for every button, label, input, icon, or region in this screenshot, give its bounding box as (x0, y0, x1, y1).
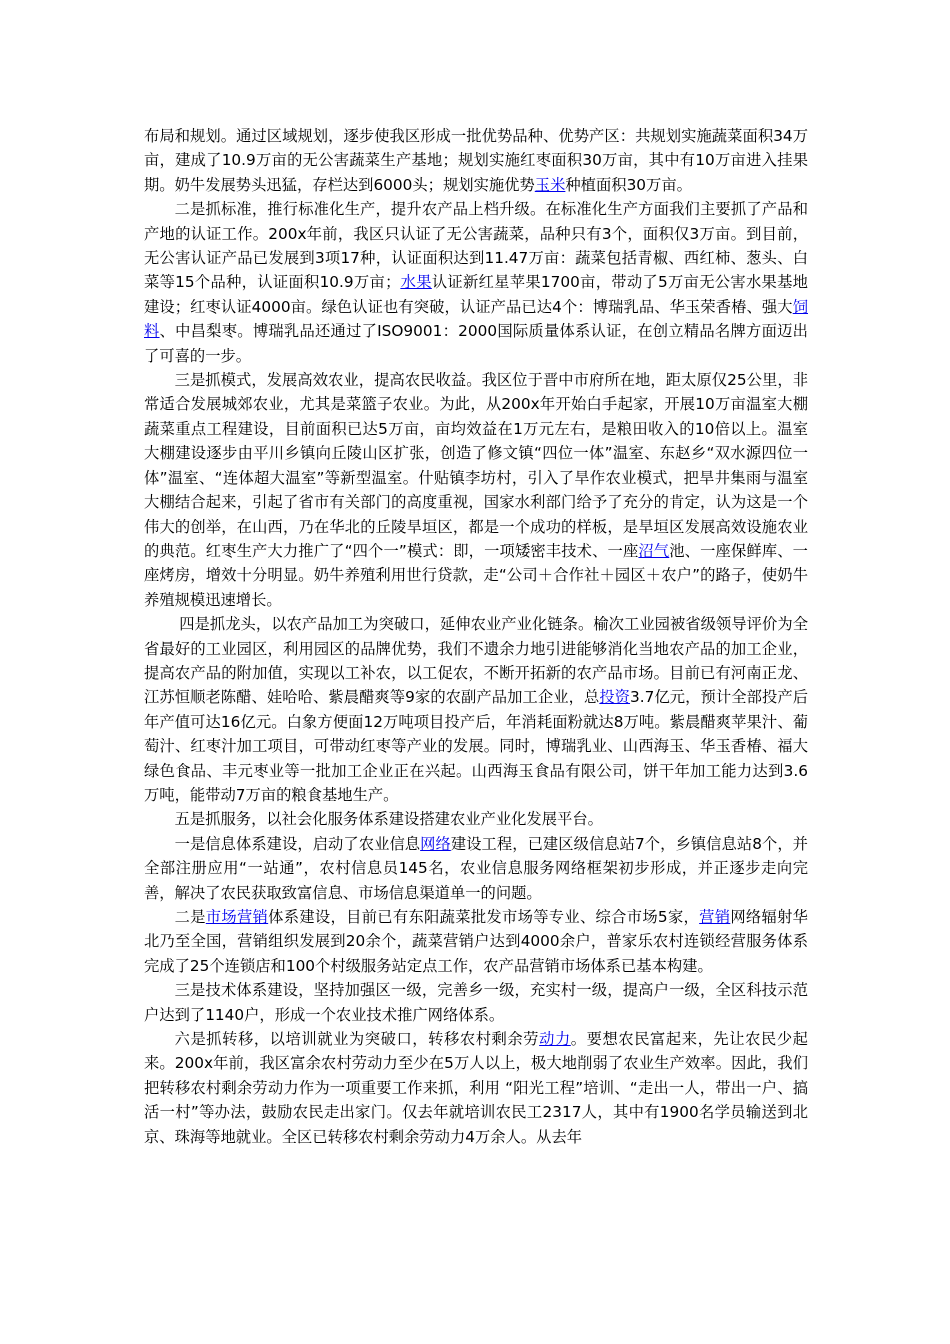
paragraph-8 (144, 978, 808, 1027)
paragraph-text: 3.7亿元，预计全部投产后年产值可达16亿元。白象方便面12万吨项目投产后，年消耗面粉就达8万吨。紫晨醋爽苹果汁、葡萄汁、红枣汁加工项目，可带动红枣等产业的发展。同时，博瑞乳业、山西海玉、华玉香椿、福大绿色食品、丰元枣业等一批加工企业正在兴起。山西海玉食品有限公司，饼干年加工能力达到3.6万吨，能带动7万亩的粮食基地生产。 (144, 688, 808, 804)
paragraph-2 (144, 197, 808, 368)
paragraph-7 (144, 905, 808, 978)
paragraph-1 (144, 124, 808, 197)
paragraph-6 (144, 832, 808, 905)
paragraph-text: 三是技术体系建设，坚持加强区一级，完善乡一级，充实村一级，提高户一级，全区科技示范户达到了1140户，形成一个农业技术推广网络体系。 (144, 981, 808, 1024)
paragraph-4 (144, 612, 808, 807)
paragraph-text: 种植面积30万亩。 (565, 175, 692, 194)
paragraph-text: 二是抓标准，推行标准化生产，提升农产品上档升级。在标准化生产方面我们主要抓了产品和产地的认证工作。200x年前，我区只认证了无公害蔬菜，品种只有3个，面积仅3万亩。到目前，无公害认证产品已发展到3项17种，认证面积达到11.47万亩：蔬菜包括青椒、西红柿、葱头、白菜等15个品种，认证面积10.9万亩； (144, 200, 808, 292)
paragraph-text: 池、一座保鲜库、一座烤房，增效十分明显。奶牛养殖利用世行贷款，走“公司＋合作社＋园区＋农户”的路子，使奶牛养殖规模迅速增长。 (144, 541, 808, 609)
link-dongli[interactable]: 动力 (539, 1030, 571, 1049)
document-page (144, 124, 808, 1149)
paragraph-text: 体系建设，目前已有东阳蔬菜批发市场等专业、综合市场5家， (268, 908, 700, 926)
paragraph-text: 布局和规划。通过区域规划，逐步使我区形成一批优势品种、优势产区：共规划实施蔬菜面积34万亩，建成了10.9万亩的无公害蔬菜生产基地；规划实施红枣面积30万亩，其中有10万亩进入挂果期。奶牛发展势头迅猛，存栏达到6000头；规划实施优势 (144, 127, 808, 194)
paragraph-text: 建设工程，已建区级信息站7个，乡镇信息站8个，并全部注册应用“一站通”，农村信息员145名，农业信息服务网络框架初步形成，并正逐步走向完善，解决了农民获取致富信息、市场信息渠道单一的问题。 (144, 834, 808, 902)
paragraph-text: 认证新红星苹果1700亩，带动了5万亩无公害水果基地建设；红枣认证4000亩。绿色认证也有突破，认证产品已达4个：博瑞乳品、华玉荣香椿、强大 (144, 273, 808, 316)
link-touzi[interactable]: 投资 (599, 688, 631, 707)
paragraph-text: 三是抓模式，发展高效农业，提高农民收益。我区位于晋中市府所在地，距太原仅25公里，非常适合发展城郊农业，尤其是菜篮子农业。为此，从200x年开始白手起家，开展10万亩温室大棚蔬菜重点工程建设，目前面积已达5万亩，亩均效益在1万元左右，是粮田收入的10倍以上。温室大棚建设逐步由平川乡镇向丘陵山区扩张，创造了修文镇“四位一体”温室、东赵乡“双水源四位一体”温室、“连体超大温室”等新型温室。什贴镇李坊村，引入了旱作农业模式，把旱井集雨与温室大棚结合起来，引起了省市有关部门的高度重视，国家水利部门给予了充分的肯定，认为这是一个伟大的创举，在山西，乃在华北的丘陵旱垣区，都是一个成功的样板，是旱垣区发展高效设施农业的典范。红枣生产大力推广了“四个一”模式：即，一项矮密丰技术、一座 (144, 371, 808, 560)
link-zhaoqi[interactable]: 沼气 (638, 541, 670, 560)
paragraph-text: 网络辐射华北乃至全国，营销组织发展到20余个，蔬菜营销户达到4000余户，普家乐农村连锁经营服务体系完成了25个连锁店和100个村级服务站定点工作，农产品营销市场体系已基本构建。 (144, 908, 808, 975)
paragraph-text: 六是抓转移，以培训就业为突破口，转移农村剩余劳 (174, 1030, 540, 1049)
paragraph-text: 四是抓龙头，以农产品加工为突破口，延伸农业产业化链条。榆次工业园被省级领导评价为全省最好的工业园区，利用园区的品牌优势，我们不遗余力地引进能够消化当地农产品的加工企业，提高农产品的附加值，实现以工补农，以工促农，不断开拓新的农产品市场。目前已有河南正龙、江苏恒顺老陈醋、娃哈哈、紫晨醋爽等9家的农副产品加工企业，总 (144, 615, 808, 707)
paragraph-text: 五是抓服务，以社会化服务体系建设搭建农业产业化发展平台。 (174, 810, 603, 829)
paragraph-text: 一是信息体系建设，启动了农业信息 (174, 834, 421, 853)
paragraph-text: 二是 (174, 908, 206, 926)
paragraph-3 (144, 368, 808, 612)
paragraph-5 (144, 807, 808, 831)
link-shichangyingxiao[interactable]: 市场营销 (205, 908, 269, 926)
paragraph-text: 。要想农民富起来，先让农民少起来。200x年前，我区富余农村劳动力至少在5万人以上，极大地削弱了农业生产效率。因此，我们把转移农村剩余劳动力作为一项重要工作来抓，利用 “阳光工程”培训、“走出一人，带出一户、搞活一村”等办法，鼓励农民走出家门。仅去年就培训农民工2317人，其中有1900名学员输送到北京、珠海等地就业。全区已转移农村剩余劳动力4万余人。从去年 (144, 1030, 808, 1146)
paragraph-9 (144, 1027, 808, 1149)
link-yumi[interactable]: 玉米 (534, 175, 566, 194)
paragraph-text: 、中昌梨枣。博瑞乳品还通过了ISO9001：2000国际质量体系认证，在创立精品名牌方面迈出了可喜的一步。 (144, 322, 808, 365)
link-siliao[interactable]: 饲料 (144, 297, 808, 341)
link-shuiguo[interactable]: 水果 (400, 273, 432, 292)
link-yingxiao[interactable]: 营销 (699, 908, 731, 926)
link-wangluo[interactable]: 网络 (420, 834, 451, 853)
